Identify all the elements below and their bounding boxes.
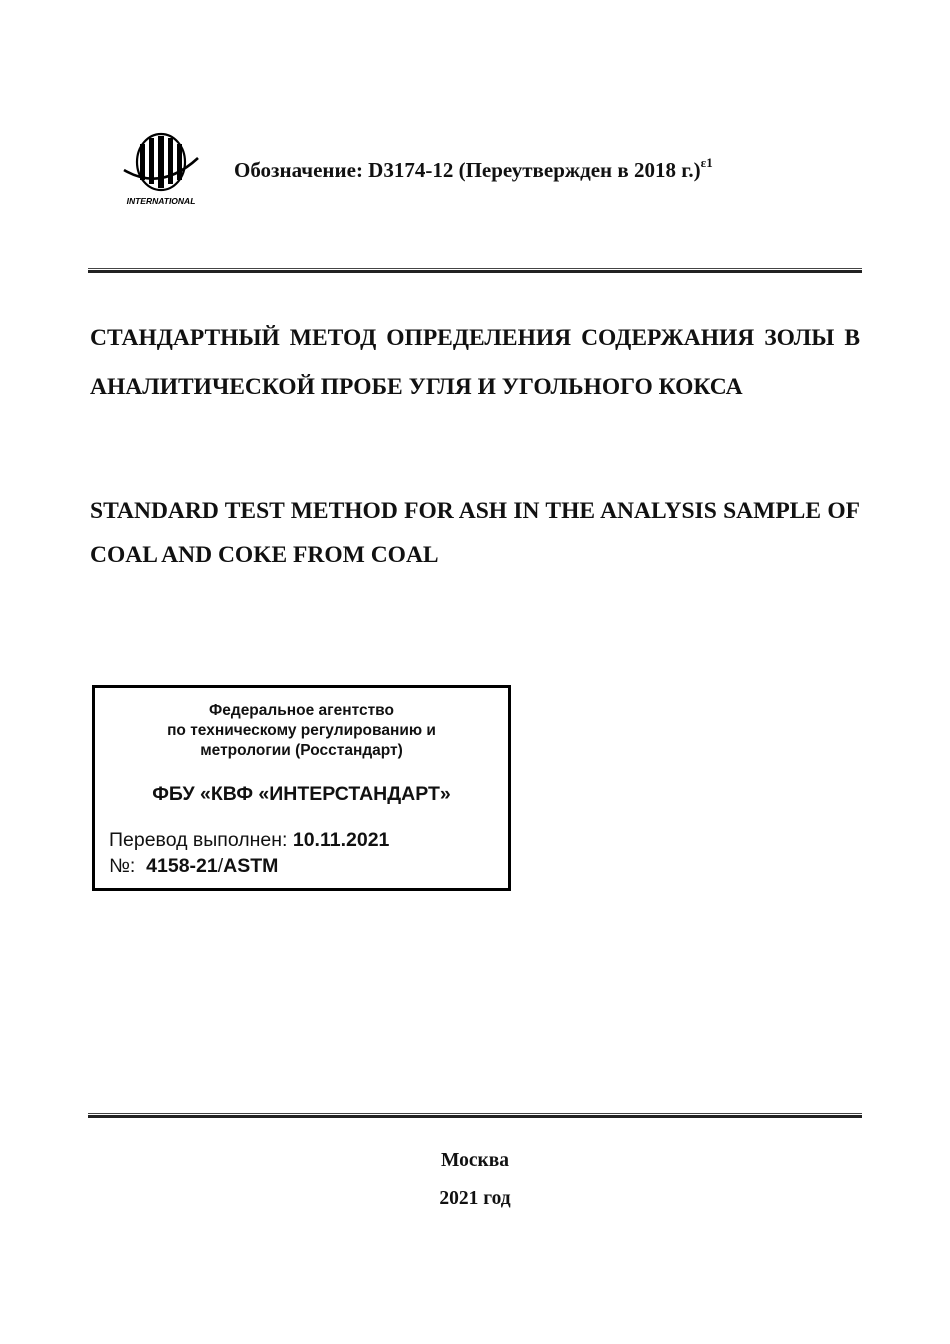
translation-date-line xyxy=(109,829,389,852)
year: 2021 год xyxy=(439,1188,511,1209)
translation-number: 4158-21 xyxy=(146,855,218,877)
designation-superscript: ε1 xyxy=(700,155,713,170)
agency-line-3: метрологии (Росстандарт) xyxy=(200,742,403,759)
agency-line-2: по техническому регулированию и xyxy=(167,722,436,739)
agency-line-1: Федеральное агентство xyxy=(209,702,394,719)
agency-name xyxy=(95,701,508,761)
translation-number-separator: / xyxy=(217,855,224,877)
top-divider xyxy=(88,268,862,274)
translation-number-suffix: ASTM xyxy=(223,855,279,877)
translation-date: 10.11.2021 xyxy=(292,829,390,851)
astm-logo xyxy=(116,130,206,208)
organization-name: ФБУ «КВФ «ИНТЕРСТАНДАРТ» xyxy=(152,783,451,805)
title-english: STANDARD TEST METHOD FOR ASH IN THE ANALYSIS SAMPLE OF COAL AND COKE FROM COAL xyxy=(90,498,860,568)
logo-caption: INTERNATIONAL xyxy=(126,196,196,206)
title-russian: СТАНДАРТНЫЙ МЕТОД ОПРЕДЕЛЕНИЯ СОДЕРЖАНИЯ ЗОЛЫ В АНАЛИТИЧЕСКОЙ ПРОБЕ УГЛЯ И УГОЛЬНОГО КОКСА xyxy=(90,325,860,400)
translation-number-line xyxy=(109,855,278,878)
bottom-divider xyxy=(88,1113,862,1119)
translation-number-label: №: xyxy=(109,855,147,877)
designation xyxy=(234,157,713,183)
translation-date-label: Перевод выполнен: xyxy=(109,829,293,851)
designation-text: Обозначение: D3174-12 (Переутвержден в 2018 г.) xyxy=(234,158,701,182)
city: Москва xyxy=(440,1150,510,1171)
translation-stamp xyxy=(92,685,511,891)
